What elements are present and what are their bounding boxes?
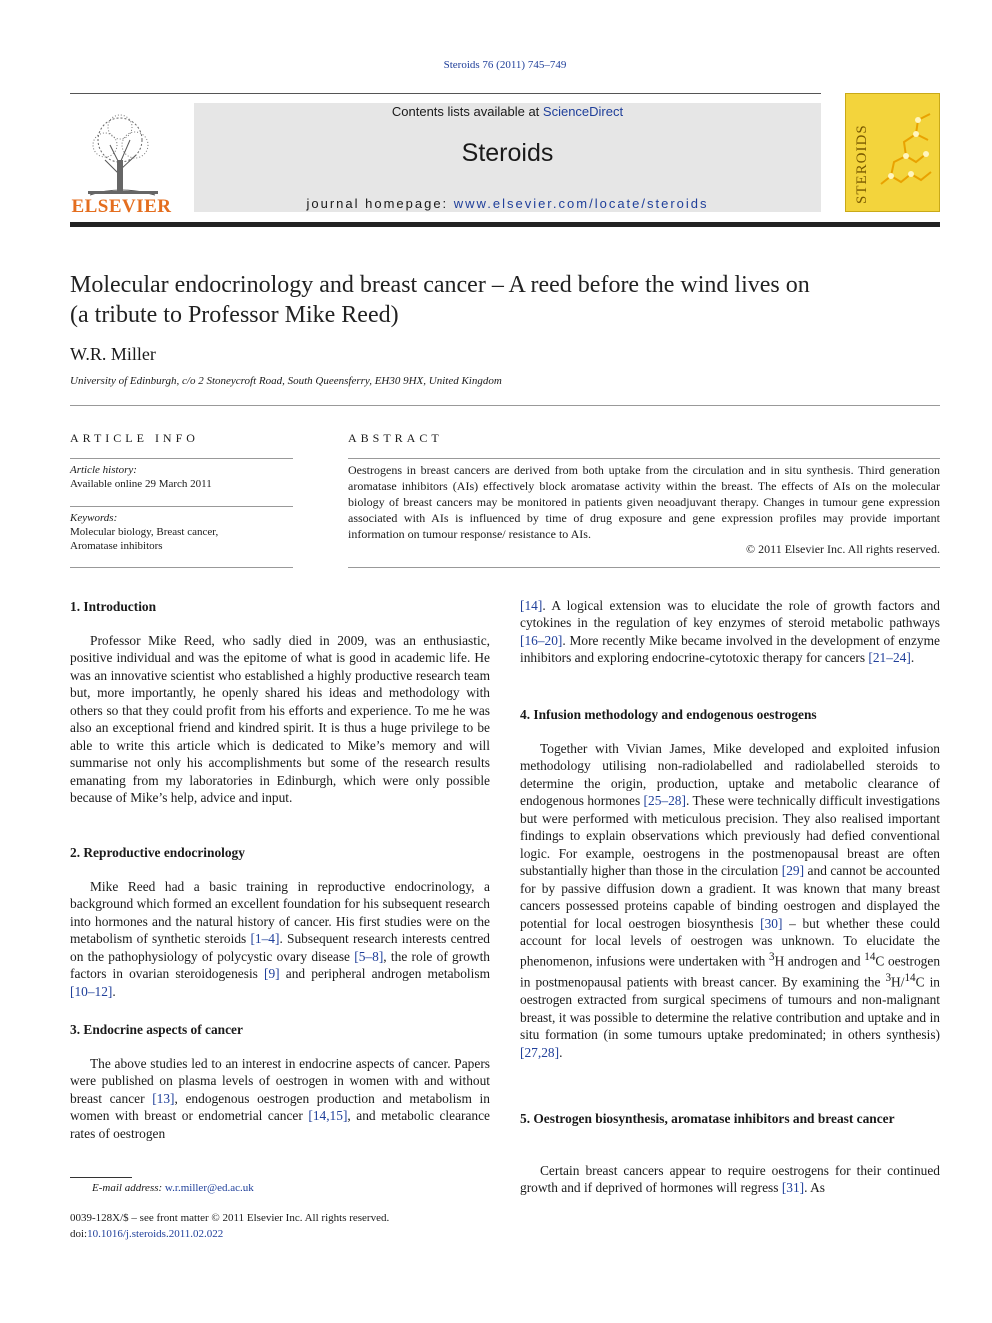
keywords-line: Aromatase inhibitors [70, 540, 163, 552]
section-heading-introduction: 1. Introduction [70, 599, 157, 614]
reference-link[interactable]: [1–4] [250, 931, 280, 947]
reference-link[interactable]: [5–8] [354, 948, 384, 964]
reference-link[interactable]: [10–12] [70, 983, 113, 999]
text-run: . Subsequent research interests centred on the pathophysiology of polycystic ovary disease [70, 931, 490, 964]
cover-title: STEROIDS [854, 124, 870, 204]
homepage-prefix: journal homepage: [306, 196, 454, 211]
email-link[interactable]: w.r.miller@ed.ac.uk [164, 1182, 254, 1194]
text-run: Mike Reed had a basic training in reproductive endocrinology, a background which formed an excellent foundation for his subsequent research into hormones and the natural history of cancer. His first studies were on the metabolism of synthetic steroids [70, 879, 490, 947]
section-heading-endocrine-cancer: 3. Endocrine aspects of cancer [70, 1022, 243, 1037]
homepage-link[interactable]: www.elsevier.com/locate/steroids [453, 196, 709, 211]
info-rule [70, 458, 293, 459]
text-run: . [559, 1044, 563, 1060]
reference-link[interactable]: [14,15] [308, 1108, 348, 1124]
text-run: – but whether these could account for local levels of oestrogen was unknown. To elucidate the phenomenon, infusions were undertaken with [520, 915, 940, 969]
section-text-introduction: Professor Mike Reed, who sadly died in 2009, was an enthusiastic, positive individual and was the epitome of what is good in academic life. He was an innovative scientist who established a highly productive research team but, more importantly, he openly shared his ideas and methodology with others so that they could profit from his efforts and experience. To me he was also an exceptional friend and kindred spirit. It is thus a huge privilege to be able to write this article which is dedicated to Mike’s memory and will summarise not only his accomplishments but some of the research results emanating from my laboratories in Edinburgh, which were only possible because of Mike’s help, advice and input. [70, 633, 490, 806]
text-run: H androgen and [774, 953, 865, 969]
journal-cover-thumbnail [845, 93, 940, 212]
superscript: 14 [864, 951, 876, 964]
publisher-wordmark: ELSEVIER [71, 196, 172, 217]
contents-prefix: Contents lists available at [391, 104, 543, 119]
reference-link[interactable]: [13] [152, 1090, 175, 1106]
reference-link[interactable]: [9] [264, 966, 280, 982]
header-thick-rule [70, 222, 940, 227]
section-text-biosynthesis [520, 1162, 940, 1197]
text-run: The above studies led to an interest in endocrine aspects of cancer. Papers were published on plasma levels of oestrogen in women with and without breast cancer [70, 1056, 490, 1106]
article-info-heading: ARTICLE INFO [70, 431, 199, 445]
journal-name: Steroids [461, 139, 554, 167]
text-run: and peripheral androgen metabolism [279, 966, 490, 982]
section-heading-reproductive: 2. Reproductive endocrinology [70, 845, 245, 860]
text-run: H/ [891, 974, 905, 990]
text-run: , endogenous oestrogen production and metabolism in women with breast or endometrial cancer [70, 1090, 490, 1124]
sciencedirect-link[interactable]: ScienceDirect [542, 104, 624, 119]
keywords-label: Keywords: [70, 512, 118, 524]
text-run: , and metabolic clearance rates of oestrogen [70, 1108, 490, 1141]
keywords-list [70, 525, 293, 553]
abstract-heading: ABSTRACT [348, 431, 443, 445]
text-run: . A logical extension was to elucidate the role of growth factors and cytokines in the regulation of key enzymes of steroid metabolic pathways [520, 598, 940, 631]
title-divider [70, 405, 940, 406]
reference-link[interactable]: [27,28] [520, 1044, 560, 1060]
reference-link[interactable]: [25–28] [643, 793, 686, 809]
article-title-line-2: (a tribute to Professor Mike Reed) [70, 302, 399, 328]
superscript: 14 [904, 972, 916, 985]
contents-available-line [194, 104, 821, 119]
info-rule [70, 567, 293, 568]
journal-citation[interactable]: Steroids 76 (2011) 745–749 [443, 59, 567, 71]
copyright-notice: © 2011 Elsevier Inc. All rights reserved. [746, 542, 940, 556]
journal-homepage-line [194, 196, 821, 211]
reference-link[interactable]: [21–24] [868, 650, 911, 666]
keywords-line: Molecular biology, Breast cancer, [70, 526, 219, 538]
section-text-infusion [520, 740, 940, 1061]
doi-line [70, 1228, 223, 1240]
abstract-text: Oestrogens in breast cancers are derived from both uptake from the circulation and in situ synthesis. Third generation aromatase inhibitors (AIs) effectively block aromatase activity within the breast. The effects of AIs on the molecular biology of breast cancers may be monitored in patients given neoadjuvant therapy. Changes in tumour gene expression associated with AIs is influenced by time of drug exposure and gene expression profiles may provide important information on tumour response/ resistance to AIs. [348, 463, 940, 541]
header-rule [70, 93, 821, 94]
text-run: and cannot be accounted for by passive diffusion down a gradient. It was known that many breast cancers possessed proteins capable of binding oestrogen and displayed the potential for local oestrogen biosynthesis [520, 863, 940, 931]
issn-line: 0039-128X/$ – see front matter © 2011 Elsevier Inc. All rights reserved. [70, 1212, 390, 1224]
abstract-rule [348, 458, 940, 459]
superscript: 3 [769, 951, 775, 964]
text-run: C in oestrogen extracted from surgical specimens of tumours and non-malignant breast, it was possible to determine the relative contribution and uptake and in situ formation (in some tumours uptake predominated; in others synthesis) [520, 974, 940, 1043]
reference-link[interactable]: [14] [520, 598, 543, 613]
superscript: 3 [885, 972, 892, 985]
info-rule [70, 506, 293, 507]
article-title [70, 270, 940, 330]
text-run: Together with Vivian James, Mike developed and exploited infusion methodology utilising non-radiolabelled and radiolabelled steroids to determine the origin, production, uptake and metabolic clearance of endogenous hormones [520, 741, 940, 809]
reference-link[interactable]: [30] [760, 915, 783, 931]
reference-link[interactable]: [29] [781, 863, 805, 879]
text-run: . More recently Mike became involved in the development of enzyme inhibitors and exploring endocrine-cytotoxic therapy for cancers [520, 632, 940, 666]
doi-link[interactable]: 10.1016/j.steroids.2011.02.022 [87, 1228, 224, 1240]
section-heading-biosynthesis: 5. Oestrogen biosynthesis, aromatase inhibitors and breast cancer [520, 1111, 895, 1126]
section-text-continued [520, 597, 940, 667]
section-heading-infusion: 4. Infusion methodology and endogenous oestrogens [520, 707, 817, 722]
reference-link[interactable]: [16–20] [520, 632, 563, 648]
abstract-rule [348, 567, 940, 568]
text-run: C oestrogen in postmenopausal patients with breast cancer. By examining the [520, 953, 941, 990]
text-run: . [910, 650, 915, 666]
email-label: E-mail address: [92, 1182, 165, 1194]
text-run: , the role of growth factors in ovarian steroidogenesis [70, 948, 490, 982]
text-run: . As [804, 1180, 825, 1196]
author-affiliation: University of Edinburgh, c/o 2 Stoneycroft Road, South Queensferry, EH30 9HX, United Kingdom [70, 375, 502, 387]
doi-label: doi: [70, 1228, 88, 1240]
text-run: Certain breast cancers appear to require oestrogens for their continued growth and if deprived of hormones will regress [520, 1163, 940, 1196]
author-name: W.R. Miller [70, 344, 156, 364]
text-run: . [112, 983, 116, 999]
section-text-endocrine-cancer [70, 1055, 490, 1142]
molecule-illustration [876, 104, 936, 204]
history-label: Article history: [70, 464, 137, 476]
text-run: . These were technically difficult investigations but were performed with meticulous precision. They also realised important findings to explain observations which previously had defied conventional logic. For example, oestrogens in the postmenopausal breast are often substantially higher than those in the circulation [520, 793, 940, 879]
reference-link[interactable]: [31] [781, 1180, 805, 1196]
article-title-line-1: Molecular endocrinology and breast cancer – A reed before the wind lives on [70, 272, 810, 298]
section-text-reproductive [70, 878, 490, 1000]
email-footnote [92, 1182, 254, 1194]
history-value: Available online 29 March 2011 [70, 478, 212, 490]
footnote-rule [70, 1177, 132, 1178]
